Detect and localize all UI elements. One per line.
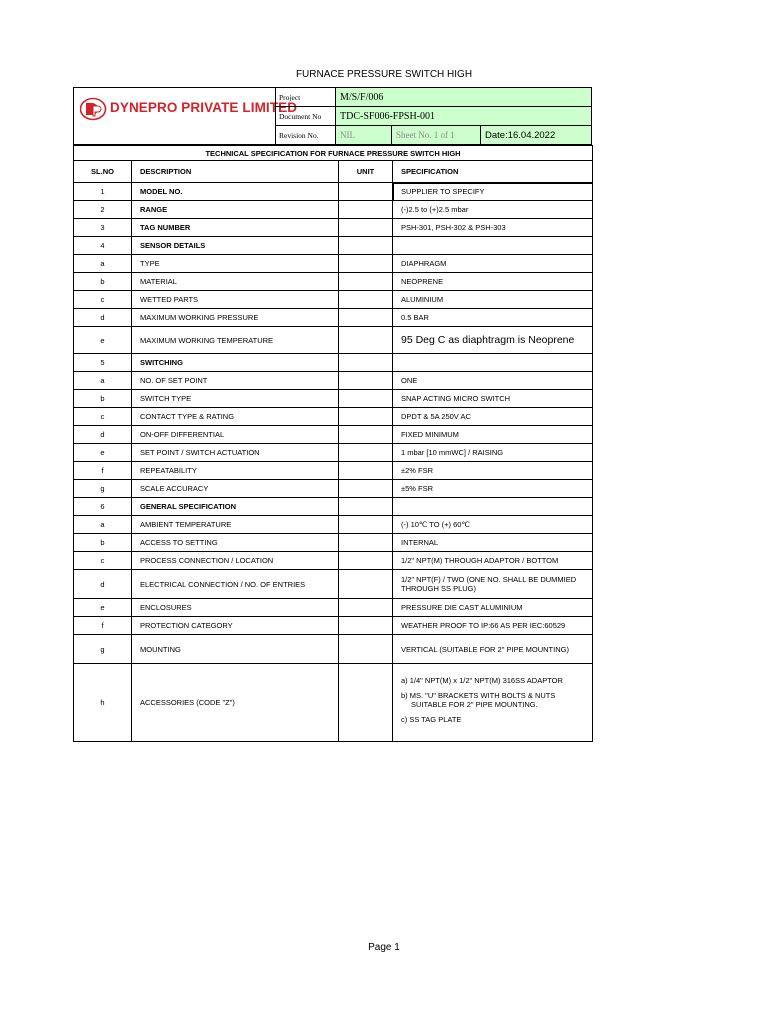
table-row	[74, 372, 593, 390]
row-description: MAXIMUM WORKING PRESSURE	[132, 309, 339, 327]
row-unit	[339, 255, 393, 273]
row-unit	[339, 372, 393, 390]
row-sl: e	[74, 444, 132, 462]
row-description: MODEL NO.	[132, 183, 339, 201]
row-unit	[339, 183, 393, 201]
row-specification: 1/2" NPT(M) THROUGH ADAPTOR / BOTTOM	[393, 552, 593, 570]
row-unit	[339, 426, 393, 444]
table-row	[74, 462, 593, 480]
row-specification: DIAPHRAGM	[393, 255, 593, 273]
row-specification: (-) 10℃ TO (+) 60℃	[393, 516, 593, 534]
row-description: NO. OF SET POINT	[132, 372, 339, 390]
spec-table-title: TECHNICAL SPECIFICATION FOR FURNACE PRESSURE SWITCH HIGH	[74, 146, 593, 161]
table-row	[74, 552, 593, 570]
row-specification: ±2% FSR	[393, 462, 593, 480]
table-row	[74, 219, 593, 237]
row-specification: (-)2.5 to (+)2.5 mbar	[393, 201, 593, 219]
row-unit	[339, 599, 393, 617]
row-description: WETTED PARTS	[132, 291, 339, 309]
accessory-item: c) SS TAG PLATE	[401, 714, 462, 724]
row-description: SWITCHING	[132, 354, 339, 372]
row-unit	[339, 237, 393, 255]
row-specification: ±5% FSR	[393, 480, 593, 498]
column-header-description: DESCRIPTION	[132, 161, 339, 183]
row-sl: 5	[74, 354, 132, 372]
row-specification: ALUMINIUM	[393, 291, 593, 309]
row-unit	[339, 354, 393, 372]
row-unit	[339, 462, 393, 480]
row-sl: 2	[74, 201, 132, 219]
row-description: SWITCH TYPE	[132, 390, 339, 408]
column-header-unit: UNIT	[339, 161, 393, 183]
row-specification: 1 mbar [10 mmWC] / RAISING	[393, 444, 593, 462]
accessories-cell	[393, 664, 593, 742]
row-unit	[339, 309, 393, 327]
row-specification: SUPPLIER TO SPECIFY	[393, 183, 593, 201]
row-sl: d	[74, 309, 132, 327]
row-specification: WEATHER PROOF TO IP:66 AS PER IEC:60529	[393, 617, 593, 635]
row-sl: f	[74, 617, 132, 635]
row-unit	[339, 201, 393, 219]
row-unit	[339, 273, 393, 291]
row-description: SET POINT / SWITCH ACTUATION	[132, 444, 339, 462]
table-row	[74, 635, 593, 664]
row-sl: e	[74, 599, 132, 617]
row-specification	[393, 237, 593, 255]
row-sl: d	[74, 570, 132, 599]
row-description: AMBIENT TEMPERATURE	[132, 516, 339, 534]
row-specification: NEOPRENE	[393, 273, 593, 291]
accessory-item: a) 1/4" NPT(M) x 1/2" NPT(M) 316SS ADAPTOR	[401, 675, 563, 685]
row-sl: a	[74, 516, 132, 534]
document-no-value: TDC-SF006-FPSH-001	[335, 106, 592, 126]
table-row	[74, 201, 593, 219]
row-description: ELECTRICAL CONNECTION / NO. OF ENTRIES	[132, 570, 339, 599]
table-row	[74, 309, 593, 327]
row-sl: g	[74, 635, 132, 664]
table-row	[74, 291, 593, 309]
row-unit	[339, 291, 393, 309]
row-sl: c	[74, 552, 132, 570]
table-row	[74, 570, 593, 599]
row-description: PROTECTION CATEGORY	[132, 617, 339, 635]
row-specification: 0.5 BAR	[393, 309, 593, 327]
project-value: M/S/F/006	[335, 87, 592, 107]
row-description: ON-OFF DIFFERENTIAL	[132, 426, 339, 444]
table-row	[74, 617, 593, 635]
row-sl: 4	[74, 237, 132, 255]
document-date: Date:16.04.2022	[480, 125, 592, 145]
accessory-item-text: SUITABLE FOR 2" PIPE MOUNTING.	[411, 699, 538, 709]
column-header-slno: SL.NO	[74, 161, 132, 183]
row-description: ACCESSORIES (CODE "Z")	[132, 664, 339, 742]
row-sl: b	[74, 534, 132, 552]
row-sl: f	[74, 462, 132, 480]
row-description: CONTACT TYPE & RATING	[132, 408, 339, 426]
page-number: Page 1	[368, 942, 400, 953]
revision-label: Revision No.	[275, 125, 336, 145]
row-unit	[339, 552, 393, 570]
row-unit	[339, 635, 393, 664]
row-unit	[339, 480, 393, 498]
row-specification: SNAP ACTING MICRO SWITCH	[393, 390, 593, 408]
row-sl: g	[74, 480, 132, 498]
table-row	[74, 327, 593, 354]
row-sl: d	[74, 426, 132, 444]
row-specification: 1/2" NPT(F) / TWO (ONE NO. SHALL BE DUMMIED THROUGH SS PLUG)	[393, 570, 593, 599]
row-description: MATERIAL	[132, 273, 339, 291]
row-description: TYPE	[132, 255, 339, 273]
table-row	[74, 408, 593, 426]
specification-table	[73, 145, 593, 742]
table-row	[74, 534, 593, 552]
company-logo-icon	[80, 97, 108, 121]
row-specification: 95 Deg C as diaphtragm is Neoprene	[393, 327, 593, 354]
table-row	[74, 237, 593, 255]
accessories-list	[401, 676, 592, 724]
row-description: GENERAL SPECIFICATION	[132, 498, 339, 516]
row-specification: PSH-301, PSH-302 & PSH-303	[393, 219, 593, 237]
row-unit	[339, 327, 393, 354]
row-description: ENCLOSURES	[132, 599, 339, 617]
accessory-item: b) MS. "U" BRACKETS WITH BOLTS & NUTS	[401, 690, 556, 700]
project-label: Project	[275, 87, 336, 107]
row-sl: 3	[74, 219, 132, 237]
row-sl: a	[74, 372, 132, 390]
row-specification: PRESSURE DIE CAST ALUMINIUM	[393, 599, 593, 617]
row-specification: INTERNAL	[393, 534, 593, 552]
company-name: DYNEPRO PRIVATE LIMITED	[110, 100, 298, 115]
table-row	[74, 273, 593, 291]
row-description: REPEATABILITY	[132, 462, 339, 480]
row-unit	[339, 390, 393, 408]
row-specification	[393, 498, 593, 516]
row-specification: VERTICAL (SUITABLE FOR 2" PIPE MOUNTING)	[393, 635, 593, 664]
table-row	[74, 516, 593, 534]
row-description: PROCESS CONNECTION / LOCATION	[132, 552, 339, 570]
row-specification: FIXED MINIMUM	[393, 426, 593, 444]
table-row	[74, 664, 593, 742]
table-row	[74, 498, 593, 516]
row-specification	[393, 354, 593, 372]
table-row	[74, 444, 593, 462]
row-sl: e	[74, 327, 132, 354]
table-row	[74, 390, 593, 408]
row-sl: b	[74, 390, 132, 408]
revision-value: NIL	[335, 125, 392, 145]
row-sl: h	[74, 664, 132, 742]
row-description: MOUNTING	[132, 635, 339, 664]
table-row	[74, 354, 593, 372]
table-row	[74, 480, 593, 498]
row-unit	[339, 516, 393, 534]
sheet-number: Sheet No. 1 of 1	[391, 125, 481, 145]
row-unit	[339, 444, 393, 462]
row-unit	[339, 219, 393, 237]
row-description: RANGE	[132, 201, 339, 219]
row-unit	[339, 570, 393, 599]
accessory-item-continued	[401, 700, 592, 709]
row-unit	[339, 408, 393, 426]
table-row	[74, 426, 593, 444]
row-description: TAG NUMBER	[132, 219, 339, 237]
row-specification: ONE	[393, 372, 593, 390]
row-description: SENSOR DETAILS	[132, 237, 339, 255]
row-sl: a	[74, 255, 132, 273]
document-title: FURNACE PRESSURE SWITCH HIGH	[295, 69, 473, 80]
document-no-label: Document No	[275, 106, 336, 126]
row-unit	[339, 617, 393, 635]
row-sl: c	[74, 291, 132, 309]
table-row	[74, 255, 593, 273]
row-unit	[339, 498, 393, 516]
row-description: MAXIMUM WORKING TEMPERATURE	[132, 327, 339, 354]
row-unit	[339, 534, 393, 552]
row-description: ACCESS TO SETTING	[132, 534, 339, 552]
row-sl: 6	[74, 498, 132, 516]
row-sl: c	[74, 408, 132, 426]
row-unit	[339, 664, 393, 742]
table-row	[74, 183, 593, 201]
column-header-specification: SPECIFICATION	[393, 161, 593, 183]
row-specification: DPDT & 5A 250V AC	[393, 408, 593, 426]
row-description: SCALE ACCURACY	[132, 480, 339, 498]
table-row	[74, 599, 593, 617]
row-sl: b	[74, 273, 132, 291]
row-sl: 1	[74, 183, 132, 201]
